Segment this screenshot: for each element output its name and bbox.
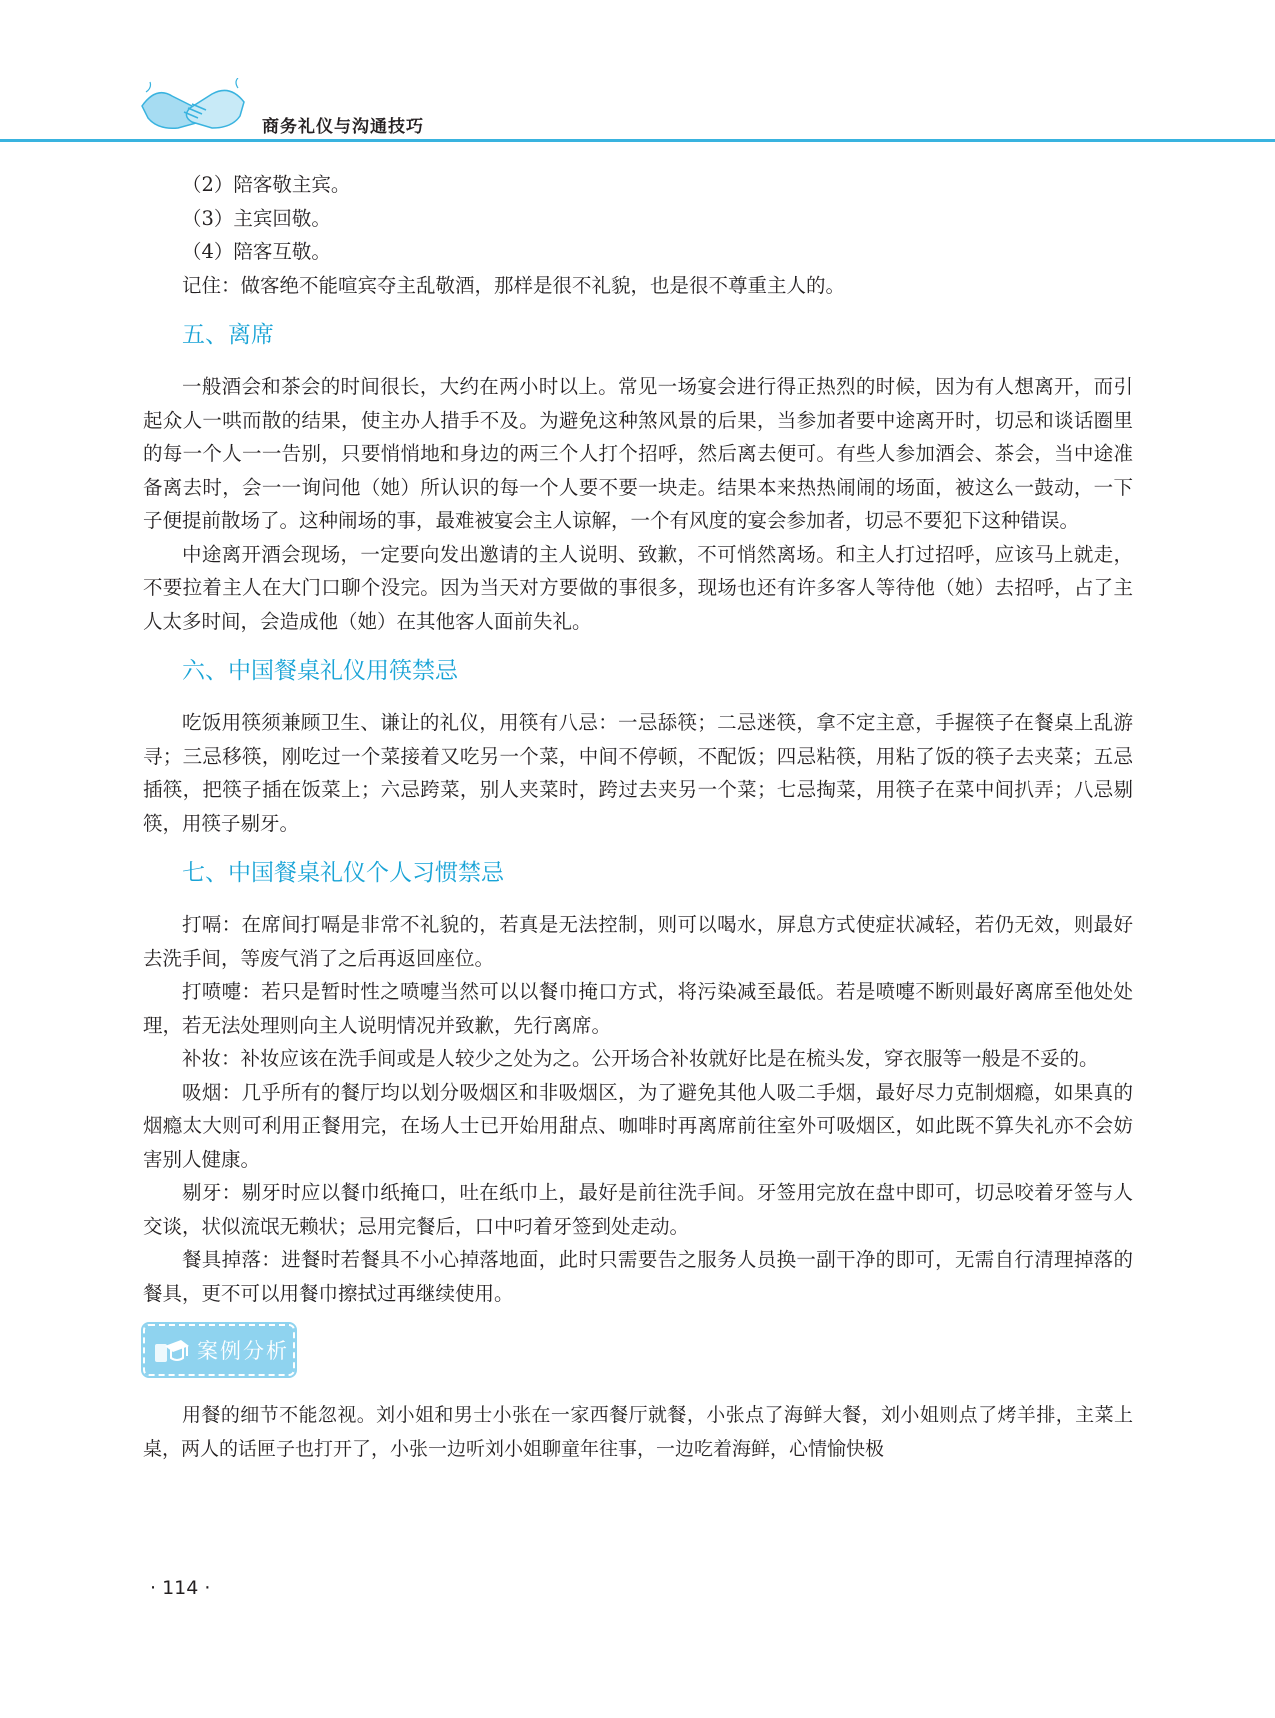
list-item: （4）陪客互敬。 bbox=[182, 240, 331, 263]
toast-note: 记住：做客绝不能喧宾夺主乱敬酒，那样是很不礼貌，也是很不尊重主人的。 bbox=[182, 273, 846, 297]
paragraph: 吃饭用筷须兼顾卫生、谦让的礼仪，用筷有八忌：一忌舔筷；二忌迷筷，拿不定主意，手握筷子在餐桌上乱游寻；三忌移筷，刚吃过一个菜接着又吃另一个菜，中间不停顿，不配饭；四忌粘筷，用粘了饭的筷子去夹菜；五忌插筷，把筷子插在饭菜上；六忌跨菜，别人夹菜时，跨过去夹另一个菜；七忌掏菜，用筷子在菜中间扒弄；八忌剔筷，用筷子剔牙。 bbox=[143, 711, 1133, 835]
section-heading-7: 七、中国餐桌礼仪个人习惯禁忌 bbox=[182, 860, 504, 886]
graduation-cap-icon bbox=[153, 1334, 191, 1366]
section-heading-6: 六、中国餐桌礼仪用筷禁忌 bbox=[182, 658, 458, 684]
page-body bbox=[143, 168, 1133, 1466]
handshake-logo-icon bbox=[138, 78, 248, 138]
paragraph: 吸烟：几乎所有的餐厅均以划分吸烟区和非吸烟区，为了避免其他人吸二手烟，最好尽力克制烟瘾，如果真的烟瘾太大则可利用正餐用完，在场人士已开始用甜点、咖啡时再离席前往室外可吸烟区，如此既不算失礼亦不会妨害别人健康。 bbox=[143, 1080, 1133, 1171]
case-analysis-label: 案例分析 bbox=[197, 1339, 289, 1363]
paragraph: 剔牙：剔牙时应以餐巾纸掩口，吐在纸巾上，最好是前往洗手间。牙签用完放在盘中即可，切忌咬着牙签与人交谈，状似流氓无赖状；忌用完餐后，口中叼着牙签到处走动。 bbox=[143, 1181, 1133, 1238]
paragraph: 补妆：补妆应该在洗手间或是人较少之处为之。公开场合补妆就好比是在梳头发，穿衣服等一般是不妥的。 bbox=[182, 1047, 1099, 1070]
list-item: （2）陪客敬主宾。 bbox=[182, 173, 351, 196]
paragraph: 打嗝：在席间打嗝是非常不礼貌的，若真是无法控制，则可以喝水，屏息方式使症状减轻，若仍无效，则最好去洗手间，等废气消了之后再返回座位。 bbox=[143, 913, 1133, 970]
header-divider bbox=[0, 139, 1275, 142]
paragraph: 餐具掉落：进餐时若餐具不小心掉落地面，此时只需要告之服务人员换一副干净的即可，无需自行清理掉落的餐具，更不可以用餐巾擦拭过再继续使用。 bbox=[143, 1248, 1133, 1305]
paragraph: 一般酒会和茶会的时间很长，大约在两小时以上。常见一场宴会进行得正热烈的时候，因为有人想离开，而引起众人一哄而散的结果，使主办人措手不及。为避免这种煞风景的后果，当参加者要中途离开时，切忌和谈话圈里的每一个人一一告别，只要悄悄地和身边的两三个人打个招呼，然后离去便可。有些人参加酒会、茶会，当中途准备离去时，会一一询问他（她）所认识的每一个人要不要一块走。结果本来热热闹闹的场面，被这么一鼓动，一下子便提前散场了。这种闹场的事，最难被宴会主人谅解，一个有风度的宴会参加者，切忌不要犯下这种错误。 bbox=[143, 375, 1133, 532]
list-item: （3）主宾回敬。 bbox=[182, 206, 331, 230]
paragraph: 打喷嚏：若只是暂时性之喷嚏当然可以以餐巾掩口方式，将污染减至最低。若是喷嚏不断则最好离席至他处处理，若无法处理则向主人说明情况并致歉，先行离席。 bbox=[143, 980, 1133, 1037]
case-analysis-badge bbox=[143, 1324, 295, 1376]
book-title: 商务礼仪与沟通技巧 bbox=[262, 117, 424, 137]
section-heading-5: 五、离席 bbox=[182, 322, 274, 348]
page-header bbox=[0, 72, 1275, 142]
page-number: · 114 · bbox=[150, 1577, 211, 1599]
case-paragraph: 用餐的细节不能忽视。刘小姐和男士小张在一家西餐厅就餐，小张点了海鲜大餐，刘小姐则点了烤羊排，主菜上桌，两人的话匣子也打开了，小张一边听刘小姐聊童年往事，一边吃着海鲜，心情愉快极 bbox=[143, 1404, 1133, 1460]
paragraph: 中途离开酒会现场，一定要向发出邀请的主人说明、致歉，不可悄然离场。和主人打过招呼，应该马上就走，不要拉着主人在大门口聊个没完。因为当天对方要做的事很多，现场也还有许多客人等待他（她）去招呼，占了主人太多时间，会造成他（她）在其他客人面前失礼。 bbox=[143, 542, 1133, 633]
